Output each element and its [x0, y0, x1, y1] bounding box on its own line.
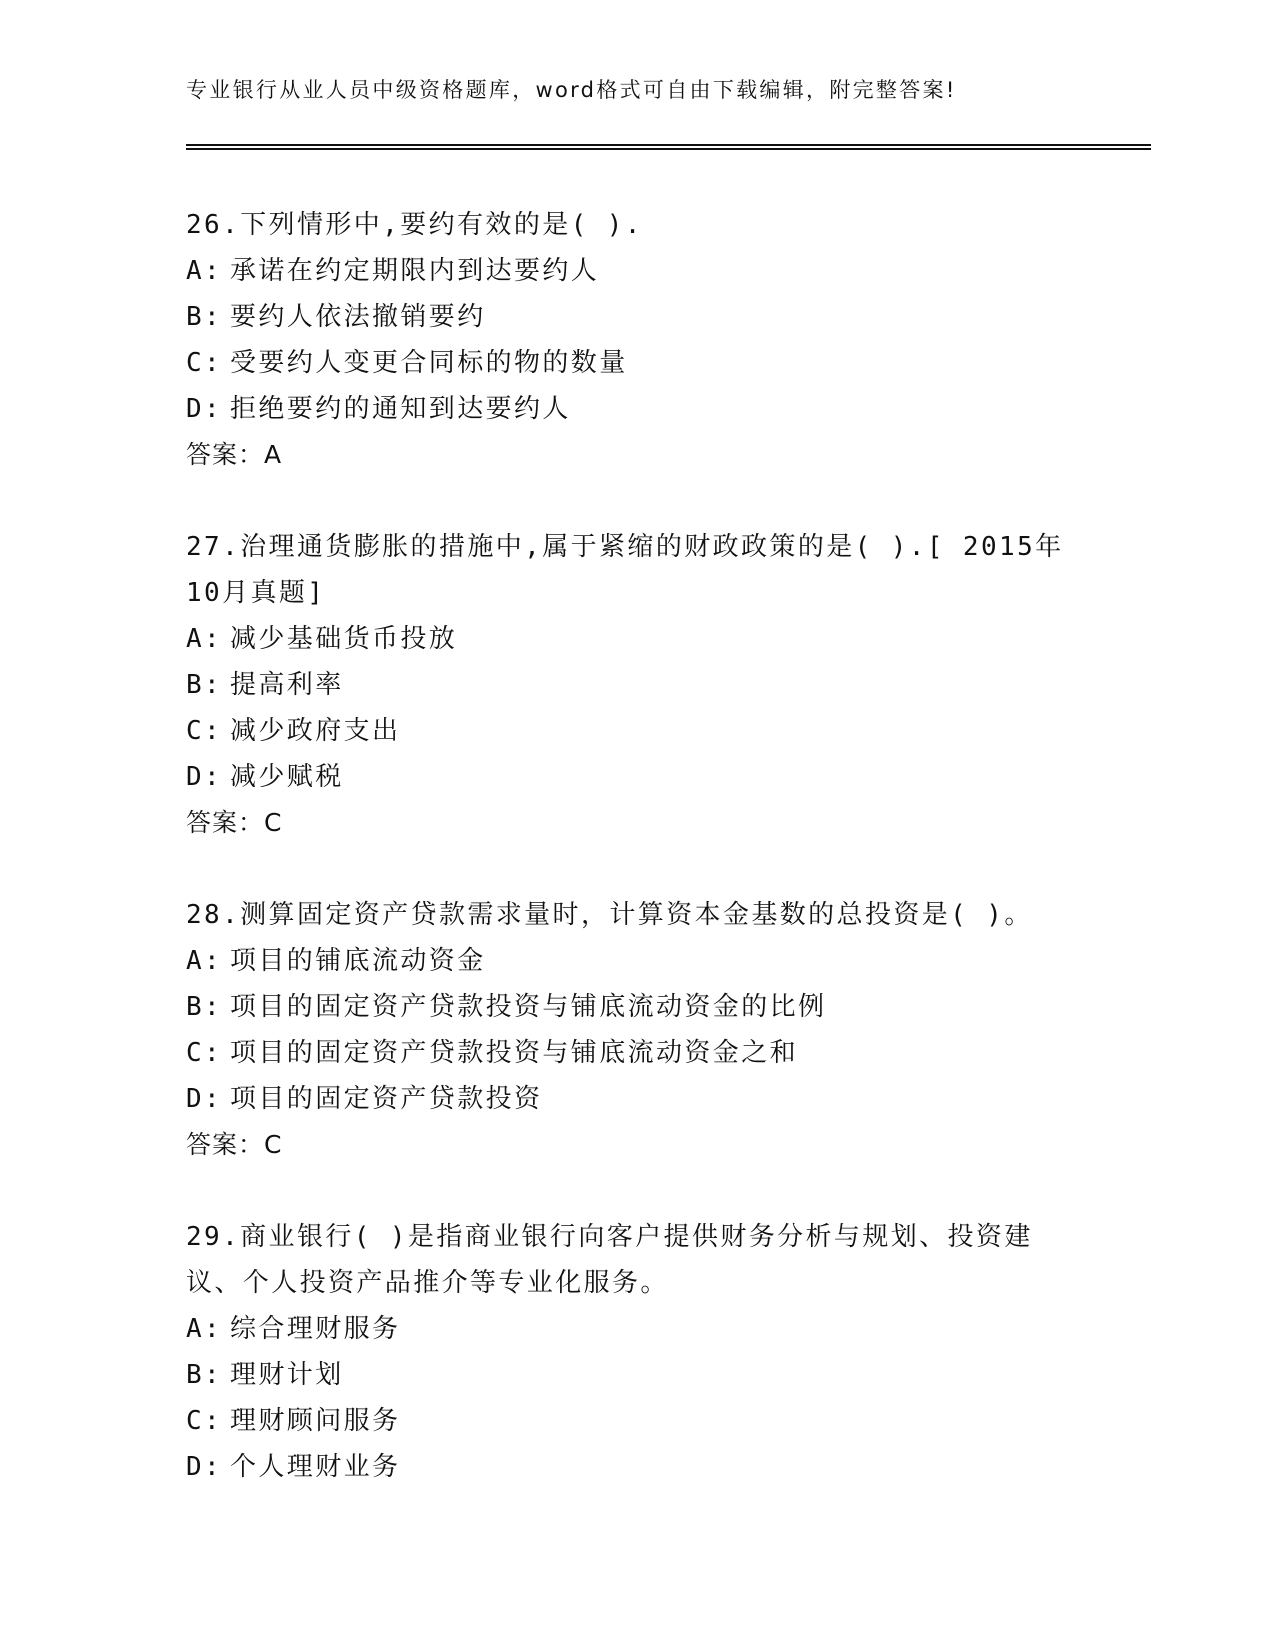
option-letter: D:: [186, 1084, 223, 1114]
option-letter: D:: [186, 762, 223, 792]
option-c: [186, 1398, 1086, 1444]
option-d: [186, 754, 1086, 800]
option-d: [186, 1076, 1086, 1122]
option-letter: B:: [186, 1360, 223, 1390]
option-text: 个人理财业务: [230, 1452, 401, 1482]
option-text: 理财计划: [230, 1360, 344, 1390]
option-letter: C:: [186, 716, 223, 746]
option-c: [186, 1030, 1086, 1076]
option-c: [186, 340, 1086, 386]
option-letter: A:: [186, 256, 223, 286]
option-b: [186, 294, 1086, 340]
header-divider: [186, 144, 1151, 150]
option-letter: C:: [186, 348, 223, 378]
option-letter: C:: [186, 1406, 223, 1436]
option-text: 减少基础货币投放: [230, 624, 458, 654]
question-list: [186, 202, 1086, 1536]
question-26: [186, 202, 1086, 478]
question-29: [186, 1214, 1086, 1490]
option-text: 减少赋税: [230, 762, 344, 792]
option-a: [186, 248, 1086, 294]
option-c: [186, 708, 1086, 754]
option-text: 拒绝要约的通知到达要约人: [230, 394, 571, 424]
option-text: 提高利率: [230, 670, 344, 700]
option-letter: B:: [186, 992, 223, 1022]
option-text: 减少政府支出: [230, 716, 401, 746]
option-letter: B:: [186, 302, 223, 332]
option-letter: A:: [186, 1314, 223, 1344]
option-text: 受要约人变更合同标的物的数量: [230, 348, 628, 378]
question-stem: 28.测算固定资产贷款需求量时，计算资本金基数的总投资是( )。: [186, 900, 1033, 930]
page-header-title: 专业银行从业人员中级资格题库，word格式可自由下载编辑，附完整答案!: [186, 78, 957, 102]
option-text: 承诺在约定期限内到达要约人: [230, 256, 600, 286]
option-letter: D:: [186, 1452, 223, 1482]
option-a: [186, 938, 1086, 984]
option-text: 理财顾问服务: [230, 1406, 401, 1436]
option-letter: A:: [186, 946, 223, 976]
option-text: 项目的固定资产贷款投资与铺底流动资金的比例: [230, 992, 827, 1022]
option-letter: B:: [186, 670, 223, 700]
option-b: [186, 1352, 1086, 1398]
answer-line: 答案：C: [186, 1130, 283, 1159]
option-d: [186, 386, 1086, 432]
option-a: [186, 616, 1086, 662]
option-text: 要约人依法撤销要约: [230, 302, 486, 332]
option-text: 综合理财服务: [230, 1314, 401, 1344]
question-27: [186, 524, 1086, 846]
option-d: [186, 1444, 1086, 1490]
option-b: [186, 984, 1086, 1030]
option-b: [186, 662, 1086, 708]
question-28: [186, 892, 1086, 1168]
option-text: 项目的固定资产贷款投资与铺底流动资金之和: [230, 1038, 799, 1068]
option-letter: C:: [186, 1038, 223, 1068]
answer-line: 答案：C: [186, 808, 283, 837]
question-stem: 26.下列情形中,要约有效的是( ).: [186, 210, 643, 240]
option-letter: D:: [186, 394, 223, 424]
question-stem: 27.治理通货膨胀的措施中,属于紧缩的财政政策的是( ).[ 2015年10月真题]: [186, 532, 1064, 608]
option-text: 项目的铺底流动资金: [230, 946, 486, 976]
option-a: [186, 1306, 1086, 1352]
option-letter: A:: [186, 624, 223, 654]
answer-line: 答案：A: [186, 440, 283, 469]
question-stem: 29.商业银行( )是指商业银行向客户提供财务分析与规划、投资建议、个人投资产品推介等专业化服务。: [186, 1222, 1033, 1298]
option-text: 项目的固定资产贷款投资: [230, 1084, 543, 1114]
